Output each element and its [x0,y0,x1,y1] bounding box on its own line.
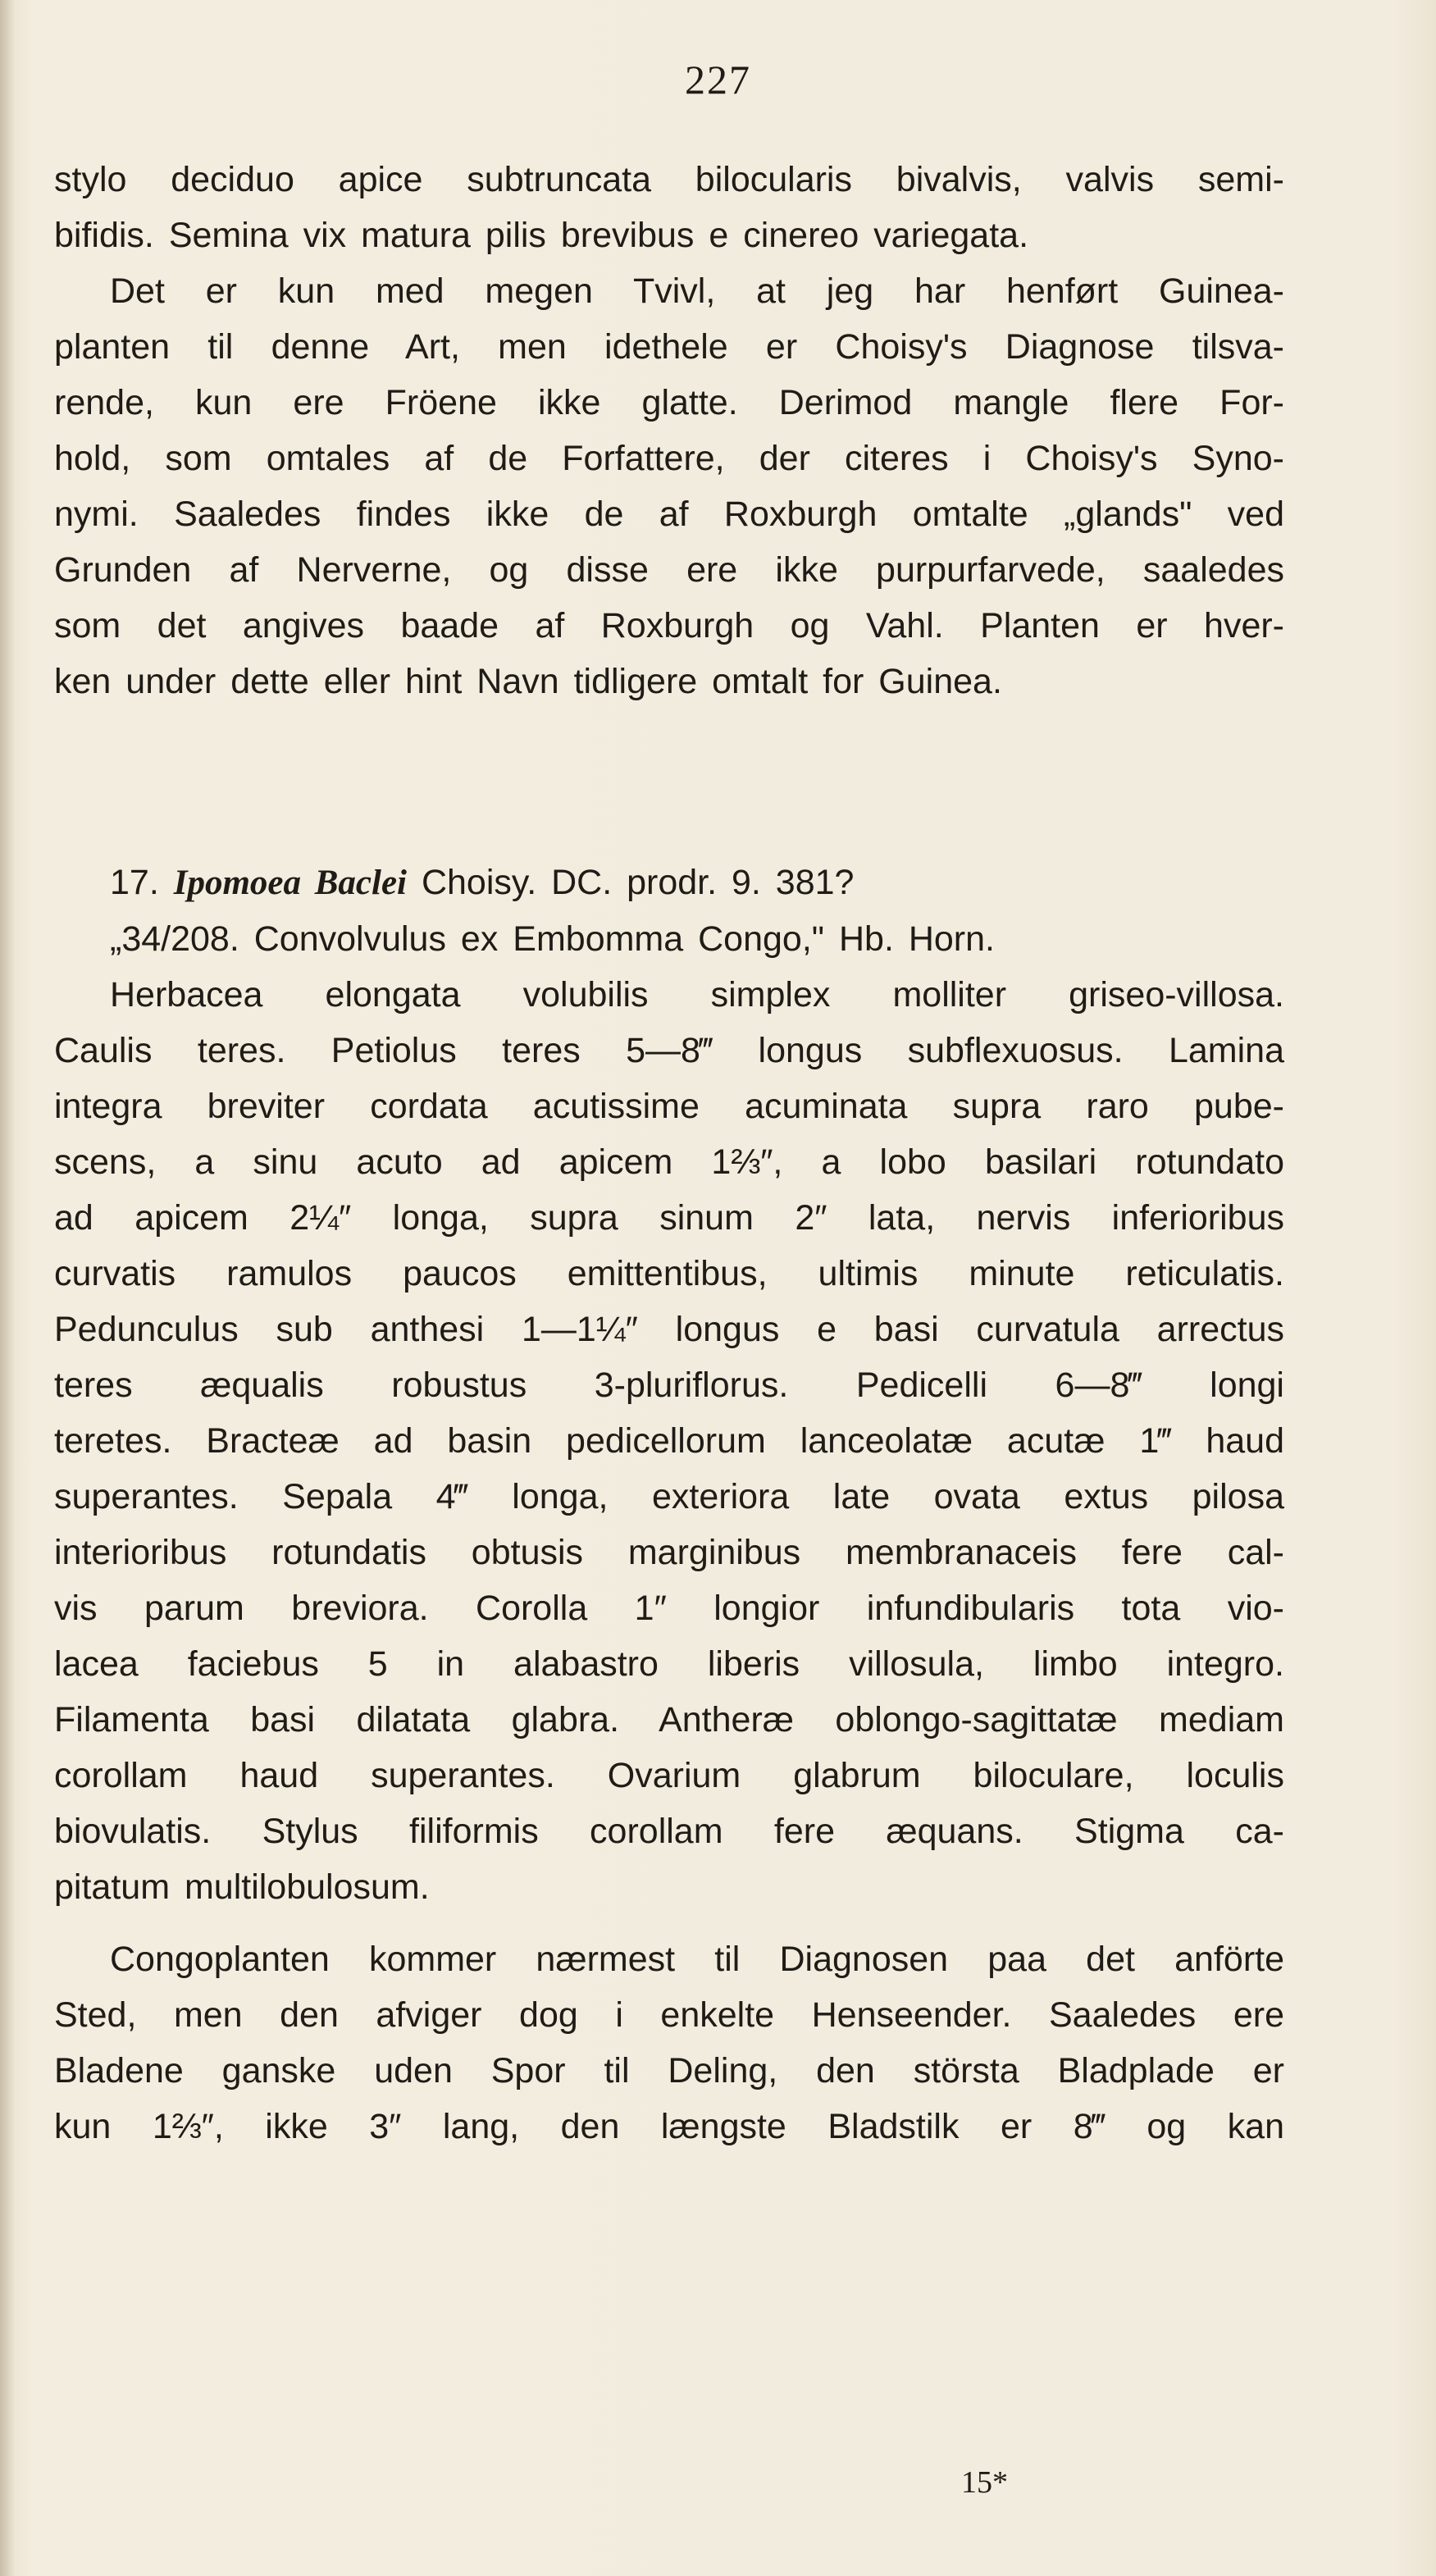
description-line: superantes. Sepala 4‴ longa, exteriora late ovata extus pilosa [54,1477,1284,1516]
description-line: teres æqualis robustus 3-pluriflorus. Pedicelli 6—8‴ longi [54,1366,1284,1405]
specimen-citation: „34/208. Convolvulus ex Embomma Congo," Hb. Horn. [110,919,995,959]
description-line: scens, a sinu acuto ad apicem 1⅔″, a lobo basilari rotundato [54,1142,1284,1182]
species-heading [54,855,1284,911]
printer-signature: 15* [961,2465,1008,2500]
description-line: ad apicem 2¼″ longa, supra sinum 2″ lata, nervis inferioribus [54,1198,1284,1238]
paragraph-gap [54,1915,1284,1931]
paragraph3-line: Sted, men den afviger dog i enkelte Henseender. Saaledes ere [54,1995,1284,2035]
description-line: Herbacea elongata volubilis simplex molliter griseo-villosa. [110,975,1284,1014]
paragraph2-line: hold, som omtales af de Forfattere, der citeres i Choisy's Syno- [54,439,1284,478]
paragraph2-line: ken under dette eller hint Navn tidligere omtalt for Guinea. [54,662,1002,701]
description-line: Caulis teres. Petiolus teres 5—8‴ longus subflexuosus. Lamina [54,1031,1284,1070]
text-block-species [54,855,1284,2154]
text-block-top [54,152,1284,709]
paragraph2-line: planten til denne Art, men idethele er Choisy's Diagnose tilsva- [54,327,1284,367]
description-line: corollam haud superantes. Ovarium glabrum biloculare, loculis [54,1756,1284,1795]
paragraph2-line: Grunden af Nerverne, og disse ere ikke purpurfarvede, saaledes [54,550,1284,590]
description-line: curvatis ramulos paucos emittentibus, ultimis minute reticulatis. [54,1254,1284,1293]
description-line: Filamenta basi dilatata glabra. Antheræ oblongo-sagittatæ mediam [54,1700,1284,1739]
species-authority: Choisy. DC. prodr. 9. 381? [421,863,855,902]
paragraph2-line: Det er kun med megen Tvivl, at jeg har henført Guinea- [110,271,1284,311]
paragraph3-line: Congoplanten kommer nærmest til Diagnosen paa det anförte [110,1940,1284,1979]
paragraph1-line: stylo deciduo apice subtruncata bilocularis bivalvis, valvis semi- [54,160,1284,199]
paragraph2-line: nymi. Saaledes findes ikke de af Roxburgh omtalte „glands" ved [54,495,1284,534]
description-line: Pedunculus sub anthesi 1—1¼″ longus e basi curvatula arrectus [54,1310,1284,1349]
paragraph3-line: Bladene ganske uden Spor til Deling, den största Bladplade er [54,2051,1284,2090]
paragraph3-line: kun 1⅔″, ikke 3″ lang, den længste Bladstilk er 8‴ og kan [54,2107,1284,2146]
description-line: pitatum multilobulosum. [54,1867,430,1907]
description-line: lacea faciebus 5 in alabastro liberis villosula, limbo integro. [54,1644,1284,1684]
description-line: integra breviter cordata acutissime acuminata supra raro pube- [54,1087,1284,1126]
description-line: vis parum breviora. Corolla 1″ longior infundibularis tota vio- [54,1589,1284,1628]
description-line: interioribus rotundatis obtusis marginibus membranaceis fere cal- [54,1533,1284,1572]
paragraph2-line: som det angives baade af Roxburgh og Vahl. Planten er hver- [54,606,1284,645]
description-line: teretes. Bracteæ ad basin pedicellorum lanceolatæ acutæ 1‴ haud [54,1421,1284,1461]
description-line: biovulatis. Stylus filiformis corollam fere æquans. Stigma ca- [54,1812,1284,1851]
paragraph1-line: bifidis. Semina vix matura pilis brevibus e cinereo variegata. [54,216,1029,255]
paragraph2-line: rende, kun ere Fröene ikke glatte. Derimod mangle flere For- [54,383,1284,422]
page-number: 227 [685,57,751,103]
species-name: Ipomoea Baclei [173,864,407,902]
species-number: 17. [110,863,159,902]
page-edge-shadow [0,0,15,2576]
